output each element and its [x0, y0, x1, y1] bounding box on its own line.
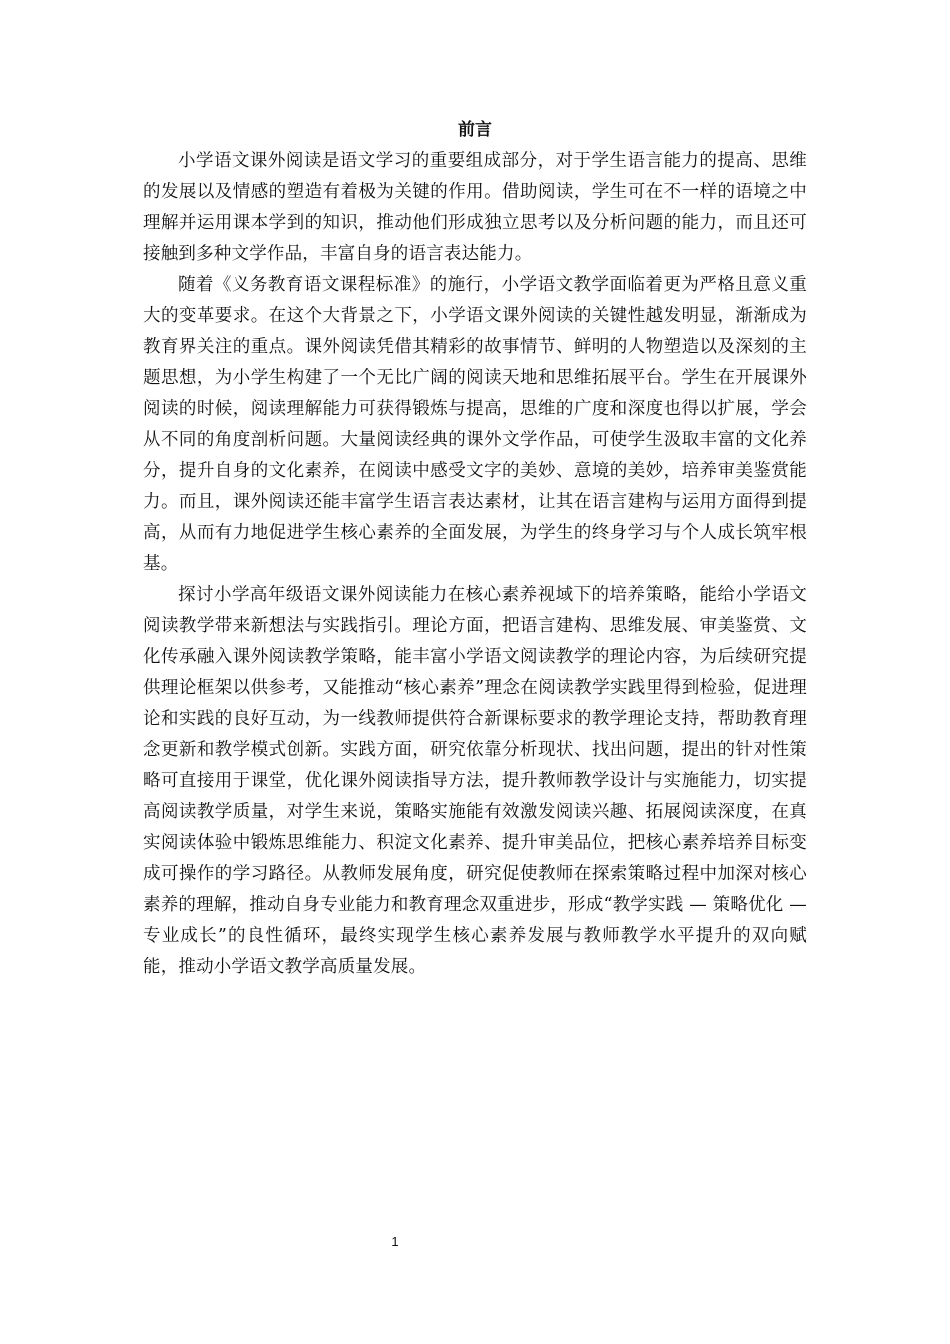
- page-title: 前言: [458, 120, 492, 140]
- paragraph-2: 随着《义务教育语文课程标准》的施行，小学语文教学面临着更为严格且意义重大的变革要求。在这个大背景之下，小学语文课外阅读的关键性越发明显，渐渐成为教育界关注的重点。课外阅读凭借其精彩的故事情节、鲜明的人物塑造以及深刻的主题思想，为小学生构建了一个无比广阔的阅读天地和思维拓展平台。学生在开展课外阅读的时候，阅读理解能力可获得锻炼与提高，思维的广度和深度也得以扩展，学会从不同的角度剖析问题。大量阅读经典的课外文学作品，可使学生汲取丰富的文化养分，提升自身的文化素养，在阅读中感受文字的美妙、意境的美妙，培养审美鉴赏能力。而且，课外阅读还能丰富学生语言表达素材，让其在语言建构与运用方面得到提高，从而有力地促进学生核心素养的全面发展，为学生的终身学习与个人成长筑牢根基。: [143, 275, 807, 574]
- body-text: [143, 146, 807, 983]
- page-number: 1: [391, 1234, 399, 1249]
- paragraph-3: 探讨小学高年级语文课外阅读能力在核心素养视域下的培养策略，能给小学语文阅读教学带来新想法与实践指引。理论方面，把语言建构、思维发展、审美鉴赏、文化传承融入课外阅读教学策略，能丰富小学语文阅读教学的理论内容，为后续研究提供理论框架以供参考，又能推动“核心素养”理念在阅读教学实践里得到检验，促进理论和实践的良好互动，为一线教师提供符合新课标要求的教学理论支持，帮助教育理念更新和教学模式创新。实践方面，研究依靠分析现状、找出问题，提出的针对性策略可直接用于课堂，优化课外阅读指导方法，提升教师教学设计与实施能力，切实提高阅读教学质量，对学生来说，策略实施能有效激发阅读兴趣、拓展阅读深度，在真实阅读体验中锻炼思维能力、积淀文化素养、提升审美品位，把核心素养培养目标变成可操作的学习路径。从教师发展角度，研究促使教师在探索策略过程中加深对核心素养的理解，推动自身专业能力和教育理念双重进步，形成“教学实践 — 策略优化 — 专业成长”的良性循环，最终实现学生核心素养发展与教师教学水平提升的双向赋能，推动小学语文教学高质量发展。: [143, 585, 807, 977]
- paragraph-1: 小学语文课外阅读是语文学习的重要组成部分，对于学生语言能力的提高、思维的发展以及情感的塑造有着极为关键的作用。借助阅读，学生可在不一样的语境之中理解并运用课本学到的知识，推动他们形成独立思考以及分析问题的能力，而且还可接触到多种文学作品，丰富自身的语言表达能力。: [143, 151, 807, 264]
